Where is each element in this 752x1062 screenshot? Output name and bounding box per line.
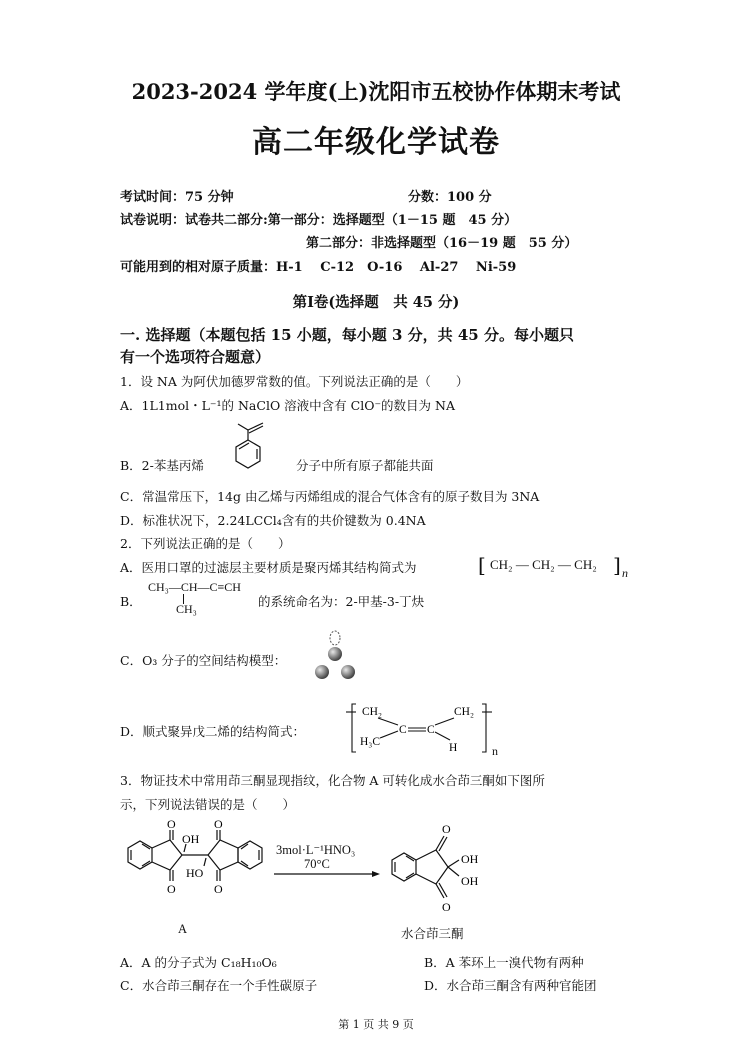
q3-option-c: C．水合茚三酮存在一个手性碳原子 xyxy=(120,978,318,993)
product-label: 水合茚三酮 xyxy=(401,926,464,941)
reaction-arrow xyxy=(274,869,380,879)
reagent-label: 3mol·L⁻¹HNO₃ xyxy=(276,843,356,857)
d-ch2-right: CH₂ xyxy=(454,706,474,718)
q2-a-n: n xyxy=(622,566,628,580)
product-oxygen-top: O xyxy=(442,822,451,836)
product-oh-bottom: OH xyxy=(461,874,479,888)
product-oxygen-bottom: O xyxy=(442,900,451,914)
d-c2: C xyxy=(427,724,435,736)
part1-heading-cont: 有一个选项符合题意） xyxy=(120,348,271,366)
q1-option-c: C．常温常压下，14g 由乙烯与丙烯组成的混合气体含有的原子数目为 3NA xyxy=(120,489,540,504)
q3-option-d: D．水合茚三酮含有两种官能团 xyxy=(424,978,597,993)
q2-option-b-prefix: B． xyxy=(120,594,142,609)
q2-option-a-prefix: A．医用口罩的过滤层主要材质是聚丙烯其结构简式为 xyxy=(120,560,417,575)
a-oxygen-top-left: O xyxy=(167,818,176,831)
polyisoprene-structure xyxy=(346,698,492,760)
q2-b-struct-bottom: CH₃ xyxy=(176,602,197,616)
exam-title: 2023-2024 学年度(上)沈阳市五校协作体期末考试 xyxy=(131,79,621,104)
a-oxygen-bottom-left: O xyxy=(167,882,176,896)
q2-b-struct-top: CH₃—CH—C≡CH xyxy=(148,580,241,594)
paper-description: 试卷说明：试卷共二部分:第一部分：选择题型（1－15 题 45 分） xyxy=(120,213,518,228)
d-h: H xyxy=(449,742,458,754)
q1-option-b-suffix: 分子中所有原子都能共面 xyxy=(296,458,434,473)
compound-a-label: A xyxy=(178,922,188,936)
q1-option-a: A．1L1mol・L⁻¹的 NaClO 溶液中含有 ClO⁻的数目为 NA xyxy=(120,398,455,413)
q2-a-right-bracket: ] xyxy=(613,553,621,577)
temperature-label: 70°C xyxy=(304,857,330,871)
part1-heading: 一. 选择题（本题包括 15 小题，每小题 3 分，共 45 分。每小题只 xyxy=(120,326,574,344)
atomic-mass-list: 可能用到的相对原子质量：H-1 C-12 O-16 Al-27 Ni-59 xyxy=(120,260,517,275)
d-c1: C xyxy=(399,724,407,736)
phenylpropene-structure xyxy=(215,416,290,471)
product-oh-top: OH xyxy=(461,852,479,866)
q1-stem: 1．设 NA 为阿伏加德罗常数的值。下列说法正确的是（ ） xyxy=(120,374,469,389)
d-h3c: H₃C xyxy=(360,736,380,748)
section-title: 第Ⅰ卷(选择题 共 45 分) xyxy=(292,294,460,311)
q2-option-d: D．顺式聚异戊二烯的结构简式： xyxy=(120,724,306,739)
page-footer: 第 1 页 共 9 页 xyxy=(338,1018,414,1031)
ozone-model xyxy=(310,628,360,683)
q2-option-c: C．O₃ 分子的空间结构模型： xyxy=(120,653,287,668)
q3-option-a: A．A 的分子式为 C₁₈H₁₀O₆ xyxy=(120,955,277,970)
paper-title: 高二年级化学试卷 xyxy=(252,125,500,160)
a-oxygen-top-right: O xyxy=(214,818,223,831)
a-oxygen-bottom-right: O xyxy=(214,882,223,896)
exam-time: 考试时间：75 分钟 xyxy=(120,190,234,205)
exam-score: 分数：100 分 xyxy=(408,190,492,205)
q3-stem-cont: 示，下列说法错误的是（ ） xyxy=(120,797,296,812)
q2-a-left-bracket: [ xyxy=(478,553,486,577)
q3-option-b: B．A 苯环上一溴代物有两种 xyxy=(424,955,584,970)
a-oh: OH xyxy=(182,832,200,846)
q3-stem: 3．物证技术中常用茚三酮显现指纹，化合物 A 可转化成水合茚三酮如下图所 xyxy=(120,773,545,788)
q2-option-b-suffix: 的系统命名为：2-甲基-3-丁炔 xyxy=(258,594,425,609)
d-n: n xyxy=(492,744,498,758)
q2-stem: 2．下列说法正确的是（ ） xyxy=(120,536,291,551)
paper-description-part2: 第二部分：非选择题型（16－19 题 55 分） xyxy=(306,236,578,251)
compound-a-structure xyxy=(120,818,275,913)
a-ho: HO xyxy=(186,866,204,880)
d-ch2-left: CH₂ xyxy=(362,706,382,718)
q1-option-b-prefix: B．2-苯基丙烯 xyxy=(120,458,204,473)
q1-option-d: D．标准状况下，2.24LCCl₄含有的共价键数为 0.4NA xyxy=(120,513,426,528)
ninhydrin-structure xyxy=(384,818,499,916)
q2-a-formula: CH₂ — CH₂ — CH₂ xyxy=(490,557,597,572)
